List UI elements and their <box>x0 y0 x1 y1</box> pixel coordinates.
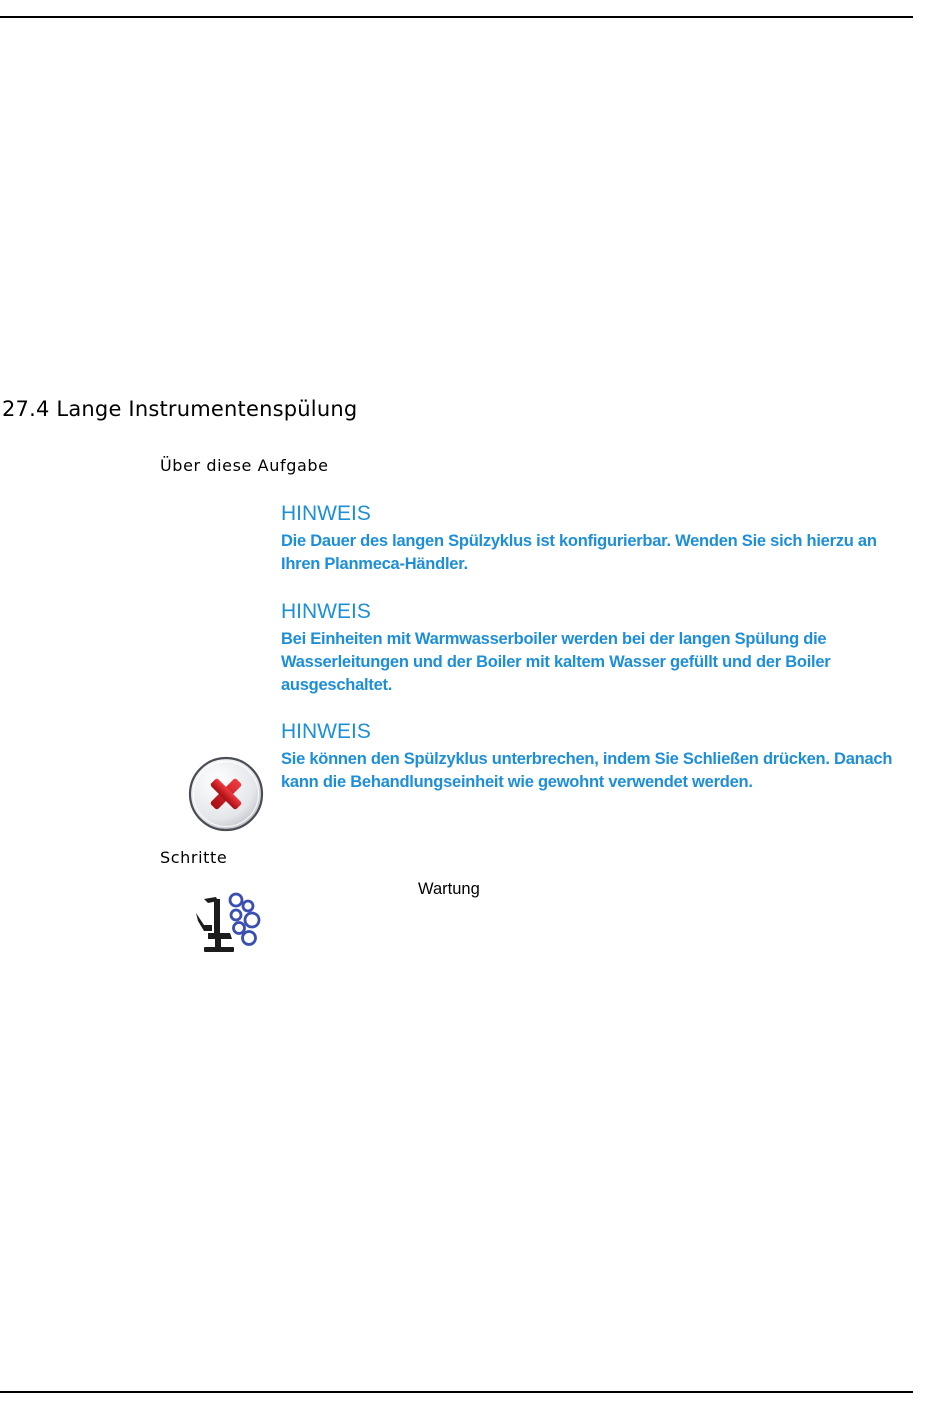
maintenance-label: Wartung <box>418 880 480 898</box>
steps-heading: Schritte <box>160 848 228 867</box>
about-task-heading: Über diese Aufgabe <box>160 456 329 475</box>
note-block <box>281 720 911 794</box>
note-title: HINWEIS <box>281 720 371 743</box>
note-text: Die Dauer des langen Spülzyklus ist konfigurierbar. Wenden Sie sich hierzu an Ihren Planmeca-Händler. <box>281 532 877 573</box>
header-rule <box>0 16 913 18</box>
note-block <box>281 502 911 576</box>
close-icon <box>187 755 265 833</box>
note-title: HINWEIS <box>281 600 371 623</box>
footer-rule <box>0 1391 913 1393</box>
dental-unit-maintenance-icon <box>190 891 264 953</box>
section-title: 27.4 Lange Instrumentenspülung <box>2 397 358 421</box>
note-text: Bei Einheiten mit Warmwasserboiler werden bei der langen Spülung die Wasserleitungen und der Boiler mit kaltem Wasser gefüllt und der Boiler ausgeschaltet. <box>281 630 831 694</box>
note-block <box>281 600 911 697</box>
note-title: HINWEIS <box>281 502 371 525</box>
note-text: Sie können den Spülzyklus unterbrechen, indem Sie Schließen drücken. Danach kann die Behandlungseinheit wie gewohnt verwendet werden. <box>281 750 893 791</box>
